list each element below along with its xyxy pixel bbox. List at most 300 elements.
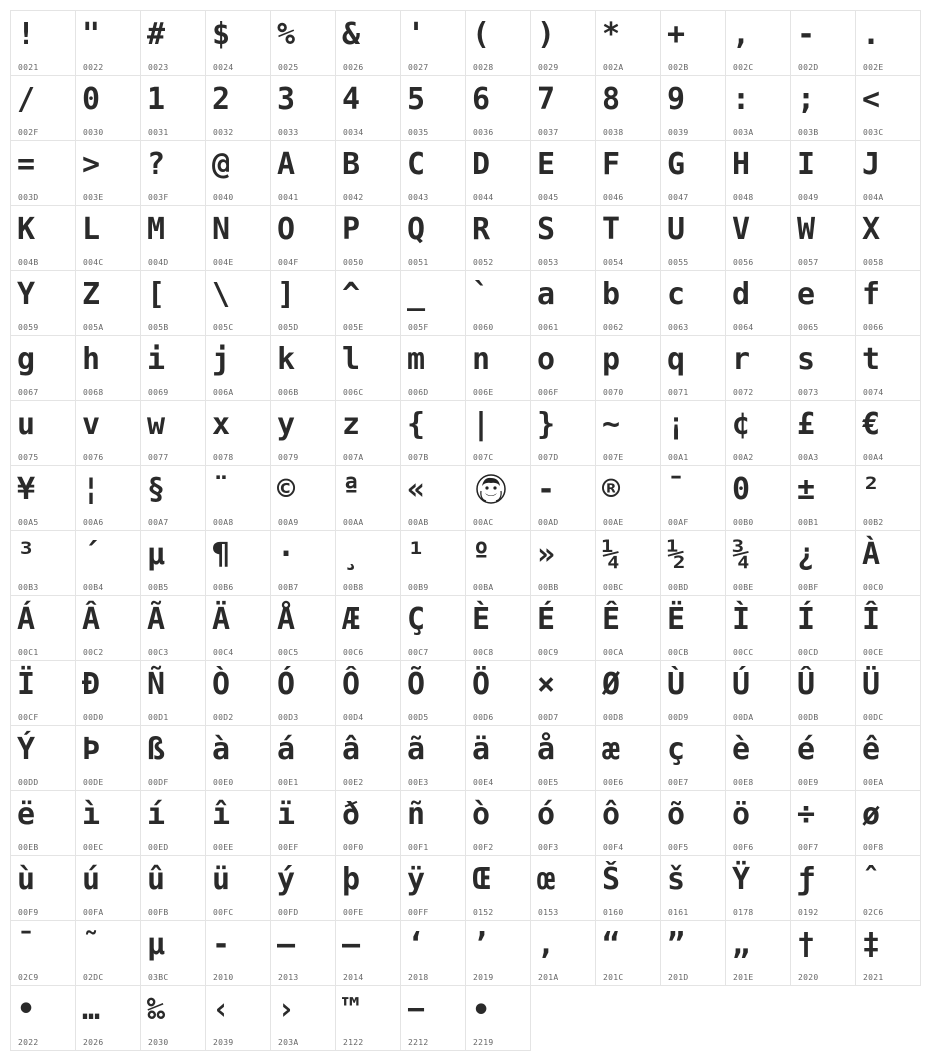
glyph-cell-00f3 [530,790,596,856]
glyph-sample: Ô [342,667,361,702]
glyph-sample: Š [602,862,621,897]
glyph-code-label: 00C8 [473,648,494,657]
glyph-code-label: 0040 [213,193,234,202]
glyph-code-label: 00CC [733,648,754,657]
glyph-code-label: 00EF [278,843,299,852]
glyph-code-label: 00F7 [798,843,819,852]
glyph-cell-0064 [725,270,791,336]
glyph-cell-00cb [660,595,726,661]
glyph-code-label: 00BD [668,583,689,592]
glyph-sample: þ [342,862,361,897]
glyph-code-label: 005F [408,323,429,332]
glyph-cell-00b7 [270,530,336,596]
glyph-code-label: 0024 [213,63,234,72]
glyph-code-label: 003F [148,193,169,202]
glyph-code-label: 00C5 [278,648,299,657]
glyph-sample: 4 [342,82,361,117]
glyph-code-label: 00DB [798,713,819,722]
glyph-cell-2030 [140,985,206,1051]
glyph-code-label: 00D6 [473,713,494,722]
glyph-sample: [ [147,277,166,312]
glyph-sample: + [667,17,686,52]
glyph-code-label: 2019 [473,973,494,982]
glyph-cell-00da [725,660,791,726]
glyph-code-label: 00A4 [863,453,884,462]
glyph-code-label: 00A7 [148,518,169,527]
glyph-code-label: 00EA [863,778,884,787]
glyph-code-label: 0053 [538,258,559,267]
glyph-code-label: 0072 [733,388,754,397]
glyph-sample: Æ [342,602,361,637]
glyph-sample: L [82,212,101,247]
glyph-code-label: 00EE [213,843,234,852]
glyph-sample: n [472,342,491,377]
glyph-cell-00f1 [400,790,466,856]
glyph-sample: Ø [602,667,621,702]
glyph-code-label: 006B [278,388,299,397]
glyph-sample: S [537,212,556,247]
glyph-sample: é [797,732,816,767]
glyph-code-label: 0068 [83,388,104,397]
glyph-sample: ] [277,277,296,312]
glyph-code-label: 003B [798,128,819,137]
glyph-sample: Â [82,602,101,637]
glyph-cell-0053 [530,205,596,271]
glyph-code-label: 004A [863,193,884,202]
glyph-code-label: 00C2 [83,648,104,657]
glyph-sample: ´ [82,537,101,572]
glyph-sample: ^ [342,277,361,312]
glyph-code-label: 00E8 [733,778,754,787]
glyph-code-label: 0066 [863,323,884,332]
glyph-sample: ü [212,862,231,897]
glyph-cell-00b6 [205,530,271,596]
glyph-code-label: 00D3 [278,713,299,722]
glyph-sample: ¡ [667,407,686,442]
glyph-code-label: 00B5 [148,583,169,592]
glyph-cell-0058 [855,205,921,271]
glyph-code-label: 00DD [18,778,39,787]
glyph-sample: p [602,342,621,377]
glyph-code-label: 02C9 [18,973,39,982]
glyph-sample: ô [602,797,621,832]
glyph-sample: Ù [667,667,686,702]
glyph-code-label: 0069 [148,388,169,397]
glyph-cell-00d5 [400,660,466,726]
glyph-sample: < [862,82,881,117]
glyph-code-label: 0041 [278,193,299,202]
glyph-code-label: 00F5 [668,843,689,852]
glyph-sample: ó [537,797,556,832]
glyph-cell-003b [790,75,856,141]
glyph-code-label: 0070 [603,388,624,397]
glyph-cell-0050 [335,205,401,271]
glyph-sample: ` [472,277,491,312]
glyph-cell-2212 [400,985,466,1051]
glyph-code-label: 00FD [278,908,299,917]
glyph-cell-006d [400,335,466,401]
glyph-code-label: 0031 [148,128,169,137]
glyph-sample: ª [342,472,361,507]
glyph-code-label: 0059 [18,323,39,332]
glyph-sample: ' [407,17,426,52]
glyph-sample: ¦ [82,472,101,507]
glyph-sample: ú [82,862,101,897]
glyph-sample: ù [17,862,36,897]
glyph-cell-00b4 [75,530,141,596]
glyph-sample: › [277,992,296,1027]
glyph-sample: 9 [667,82,686,117]
glyph-sample: º [472,537,491,572]
glyph-code-label: 0055 [668,258,689,267]
glyph-code-label: 00B7 [278,583,299,592]
glyph-code-label: 0052 [473,258,494,267]
glyph-sample: ç [667,732,686,767]
glyph-cell-00a7 [140,465,206,531]
glyph-code-label: 00DF [148,778,169,787]
glyph-code-label: 00AB [408,518,429,527]
glyph-sample: G [667,147,686,182]
glyph-code-label: 0064 [733,323,754,332]
glyph-code-label: 00C0 [863,583,884,592]
glyph-cell-00f4 [595,790,661,856]
glyph-cell-00b5 [140,530,206,596]
glyph-code-label: 0044 [473,193,494,202]
glyph-code-label: 005A [83,323,104,332]
glyph-cell-0062 [595,270,661,336]
glyph-cell-005c [205,270,271,336]
glyph-cell-006b [270,335,336,401]
glyph-code-label: 00D4 [343,713,364,722]
glyph-sample: ß [147,732,166,767]
glyph-sample: R [472,212,491,247]
glyph-sample: $ [212,17,231,52]
glyph-sample: _ [407,277,426,312]
glyph-sample: E [537,147,556,182]
glyph-cell-0037 [530,75,596,141]
glyph-code-label: 00A2 [733,453,754,462]
glyph-cell-00c8 [465,595,531,661]
glyph-sample: ¾ [732,537,751,572]
glyph-cell-0059 [10,270,76,336]
glyph-sample: X [862,212,881,247]
glyph-sample: € [862,407,881,442]
glyph-cell-0049 [790,140,856,206]
glyph-sample: ¢ [732,407,751,442]
glyph-sample: Ú [732,667,751,702]
glyph-sample: Ý [17,732,36,767]
glyph-cell-00ea [855,725,921,791]
glyph-code-label: 002B [668,63,689,72]
glyph-cell-0153 [530,855,596,921]
glyph-cell-00e7 [660,725,726,791]
glyph-cell-2022 [10,985,76,1051]
glyph-code-label: 00C1 [18,648,39,657]
glyph-cell-0027 [400,10,466,76]
glyph-cell-002c [725,10,791,76]
glyph-code-label: 00EC [83,843,104,852]
glyph-sample: ø [862,797,881,832]
glyph-cell-004e [205,205,271,271]
glyph-cell-0078 [205,400,271,466]
glyph-code-label: 00F8 [863,843,884,852]
glyph-sample: Ë [667,602,686,637]
glyph-code-label: 0063 [668,323,689,332]
glyph-sample: ( [472,17,491,52]
glyph-sample: ‰ [147,992,166,1027]
glyph-sample: ³ [17,537,36,572]
glyph-code-label: 0050 [343,258,364,267]
glyph-cell-004a [855,140,921,206]
glyph-sample: Å [277,602,296,637]
glyph-code-label: 0075 [18,453,39,462]
glyph-code-label: 0028 [473,63,494,72]
glyph-sample: V [732,212,751,247]
glyph-cell-00ff [400,855,466,921]
glyph-code-label: 00BC [603,583,624,592]
glyph-code-label: 003A [733,128,754,137]
glyph-sample: 6 [472,82,491,117]
glyph-cell-003e [75,140,141,206]
glyph-cell-0031 [140,75,206,141]
glyph-code-label: 0161 [668,908,689,917]
glyph-sample: Õ [407,667,426,702]
glyph-sample: ‘ [407,927,426,962]
glyph-cell-007a [335,400,401,466]
glyph-code-label: 03BC [148,973,169,982]
glyph-sample: Þ [82,732,101,767]
glyph-cell-002e [855,10,921,76]
glyph-sample: ï [277,797,296,832]
glyph-sample: á [277,732,296,767]
glyph-cell-00eb [10,790,76,856]
glyph-cell-0070 [595,335,661,401]
glyph-sample: j [212,342,231,377]
glyph-cell-0036 [465,75,531,141]
glyph-sample: f [862,277,881,312]
glyph-code-label: 003D [18,193,39,202]
glyph-sample: r [732,342,751,377]
glyph-cell-00ae [595,465,661,531]
glyph-code-label: 0153 [538,908,559,917]
glyph-code-label: 00B6 [213,583,234,592]
glyph-code-label: 004D [148,258,169,267]
glyph-code-label: 0045 [538,193,559,202]
glyph-cell-00a9 [270,465,336,531]
glyph-code-label: 0038 [603,128,624,137]
glyph-code-label: 006F [538,388,559,397]
glyph-sample: c [667,277,686,312]
glyph-code-label: 007D [538,453,559,462]
glyph-cell-0056 [725,205,791,271]
face-logo-icon [475,473,507,505]
glyph-code-label: 00E1 [278,778,299,787]
glyph-sample: Ï [17,667,36,702]
glyph-code-label: 00B3 [18,583,39,592]
glyph-code-label: 00E2 [343,778,364,787]
glyph-cell-0025 [270,10,336,76]
glyph-cell-0043 [400,140,466,206]
glyph-cell-0048 [725,140,791,206]
glyph-sample: î [212,797,231,832]
glyph-cell-0060 [465,270,531,336]
glyph-code-label: 0061 [538,323,559,332]
glyph-code-label: 005E [343,323,364,332]
glyph-sample: k [277,342,296,377]
glyph-code-label: 00E6 [603,778,624,787]
glyph-code-label: 00D7 [538,713,559,722]
glyph-cell-00d1 [140,660,206,726]
glyph-code-label: 201E [733,973,754,982]
glyph-code-label: 003C [863,128,884,137]
glyph-cell-0075 [10,400,76,466]
glyph-cell-0051 [400,205,466,271]
glyph-code-label: 00D9 [668,713,689,722]
glyph-cell-00de [75,725,141,791]
glyph-sample: « [407,472,426,507]
glyph-cell-00e1 [270,725,336,791]
glyph-cell-2018 [400,920,466,986]
glyph-sample: ˆ [862,862,881,897]
glyph-code-label: 0047 [668,193,689,202]
glyph-sample: x [212,407,231,442]
glyph-code-label: 0037 [538,128,559,137]
glyph-code-label: 00B2 [863,518,884,527]
glyph-cell-203a [270,985,336,1051]
glyph-cell-0045 [530,140,596,206]
glyph-cell-201e [725,920,791,986]
glyph-cell-0160 [595,855,661,921]
glyph-sample: ; [797,82,816,117]
glyph-code-label: 002E [863,63,884,72]
glyph-sample: ‡ [862,927,881,962]
glyph-code-label: 0062 [603,323,624,332]
glyph-sample: ò [472,797,491,832]
glyph-cell-2122 [335,985,401,1051]
glyph-code-label: 00DC [863,713,884,722]
glyph-cell-00b1 [790,465,856,531]
glyph-sample: i [147,342,166,377]
glyph-sample: - [797,17,816,52]
glyph-code-label: 2018 [408,973,429,982]
glyph-cell-00cc [725,595,791,661]
glyph-sample: • [17,992,36,1027]
glyph-sample: ˉ [17,927,36,962]
glyph-sample: è [732,732,751,767]
glyph-sample: ¶ [212,537,231,572]
glyph-code-label: 00A5 [18,518,39,527]
glyph-grid [10,10,920,1050]
glyph-code-label: 0077 [148,453,169,462]
glyph-sample: ÷ [797,797,816,832]
glyph-sample: § [147,472,166,507]
glyph-cell-00c3 [140,595,206,661]
glyph-sample: 0 [82,82,101,117]
glyph-sample: „ [732,927,751,962]
glyph-cell-00bb [530,530,596,596]
glyph-cell-2019 [465,920,531,986]
glyph-sample: 2 [212,82,231,117]
glyph-code-label: 005B [148,323,169,332]
glyph-code-label: 00C9 [538,648,559,657]
glyph-sample: ƒ [797,862,816,897]
glyph-code-label: 00CF [18,713,39,722]
glyph-cell-002a [595,10,661,76]
glyph-cell-2021 [855,920,921,986]
glyph-sample: e [797,277,816,312]
glyph-sample: à [212,732,231,767]
glyph-sample: − [407,992,426,1027]
glyph-code-label: 2020 [798,973,819,982]
glyph-code-label: 0060 [473,323,494,332]
glyph-code-label: 2010 [213,973,234,982]
glyph-cell-00f5 [660,790,726,856]
glyph-sample: l [342,342,361,377]
glyph-code-label: 006E [473,388,494,397]
glyph-code-label: 004F [278,258,299,267]
glyph-cell-00fa [75,855,141,921]
glyph-code-label: 002F [18,128,39,137]
glyph-sample: U [667,212,686,247]
glyph-code-label: 00BB [538,583,559,592]
glyph-cell-00b3 [10,530,76,596]
glyph-cell-00ef [270,790,336,856]
glyph-code-label: 00C4 [213,648,234,657]
glyph-code-label: 00ED [148,843,169,852]
glyph-cell-00b9 [400,530,466,596]
glyph-sample: / [17,82,36,117]
glyph-code-label: 00B9 [408,583,429,592]
glyph-code-label: 2212 [408,1038,429,1047]
glyph-sample: ‐ [212,927,231,962]
glyph-code-label: 2219 [473,1038,494,1047]
glyph-cell-004b [10,205,76,271]
glyph-sample: = [17,147,36,182]
glyph-cell-0033 [270,75,336,141]
glyph-sample: À [862,537,881,572]
glyph-code-label: 0022 [83,63,104,72]
glyph-cell-0046 [595,140,661,206]
glyph-cell-00a2 [725,400,791,466]
glyph-cell-00f9 [10,855,76,921]
glyph-cell-0022 [75,10,141,76]
glyph-cell-00a4 [855,400,921,466]
glyph-sample: Œ [472,862,491,897]
glyph-cell-0161 [660,855,726,921]
glyph-cell-2013 [270,920,336,986]
glyph-cell-00be [725,530,791,596]
glyph-cell-006c [335,335,401,401]
glyph-code-label: 00FA [83,908,104,917]
glyph-code-label: 00AD [538,518,559,527]
glyph-cell-00c7 [400,595,466,661]
glyph-code-label: 004E [213,258,234,267]
glyph-cell-00c1 [10,595,76,661]
glyph-sample: F [602,147,621,182]
glyph-cell-005b [140,270,206,336]
glyph-cell-005a [75,270,141,336]
glyph-code-label: 007B [408,453,429,462]
glyph-sample: O [277,212,296,247]
glyph-cell-006e [465,335,531,401]
glyph-code-label: 00FB [148,908,169,917]
glyph-sample: Z [82,277,101,312]
glyph-code-label: 0025 [278,63,299,72]
glyph-code-label: 0078 [213,453,234,462]
glyph-cell-00d2 [205,660,271,726]
glyph-code-label: 00BA [473,583,494,592]
glyph-cell-03bc [140,920,206,986]
